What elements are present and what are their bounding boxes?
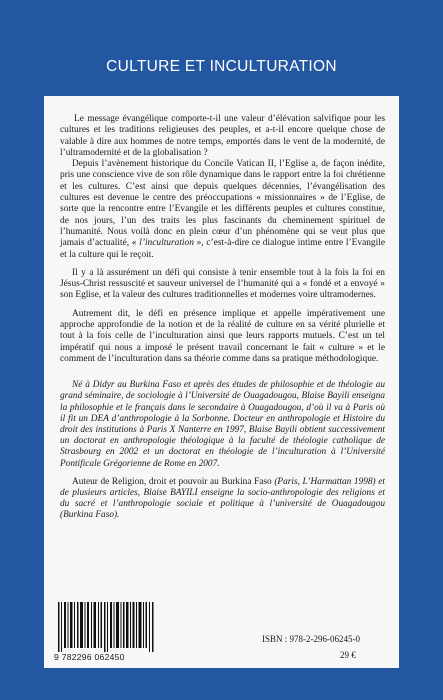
barcode (54, 602, 214, 660)
author-biography: Né à Didyr au Burkina Faso et après des études de philosophie et de théologie au grand séminaire, de sociologie à l’Université de Ouagadougou, Blaise Bayili enseigna la philosophie et le français dans le secondaire à Ouagadougou, d’où il va à Paris où il fit un DEA d’anthropologie à la Sorbonne. Docteur en anthropologie et Histoire du droit des institutions à Paris X Nanterre en 1997, Blaise Bayili obtient successivement un doctorat en anthropologie théologique à la faculté de théologie catholique de Strasbourg en 2002 et un doctorat en théologie de l’inculturation à l’Université Pontificale Grégorienne de Rome en 2007. (60, 380, 385, 469)
barcode-number: 9 782296 062450 (54, 652, 125, 662)
author-book-title: Religion, droit et pouvoir au Burkina Faso (111, 476, 272, 487)
inculturation-term: l’inculturation (139, 238, 194, 249)
author-works-intro: Auteur de (72, 476, 112, 487)
paragraph-vatican-end: », c’est-à-dire ce dialogue intime entre l’Evangile et la culture qui le reçoit. (60, 238, 385, 260)
author-works-rest: (Paris, L’Harmattan 1998) et de plusieurs articles, Blaise BAYILI enseigne la socio-anthropologie des religions et du sacré et l’anthropologie sociale et politique à l’université de Ouagadougou (Burkina Faso). (60, 476, 385, 521)
author-works (60, 477, 385, 522)
paragraph-question: Le message évangélique comporte-t-il une valeur d’élévation salvifique pour les cultures et les traditions religieuses des peuples, et a-t-il encore quelque chose de valable à dire aux hommes de notre temps, emportés dans le vent de la modernité, de l’ultramodernité et de la globalisation ? (60, 114, 385, 158)
price: 29 € (340, 650, 356, 660)
paragraph-vatican-text: Depuis l’avènement historique du Concile Vatican II, l’Eglise a, de façon inédite, pris une conscience vive de son rôle dynamique dans le rapport entre la foi chrétienne et les cultures. C’est ainsi que depuis quelques décennies, l’évangélisation des cultures est devenue le centre des préoccupations « missionnaires » de l’Eglise, de sorte que la rencontre entre l’Evangile et les différents peuples et cultures constitue, de nos jours, l’un des traits les plus fascinants du cheminement spirituel de l’humanité. Nous voilà donc en plein cœur d’un phénomène qui se veut plus que jamais d’actualité, « (60, 159, 385, 249)
text-panel (44, 96, 399, 668)
paragraph-challenge: Il y a là assurément un défi qui consiste à tenir ensemble tout à la fois la foi en Jésus-Christ ressuscité et sauveur universel de l’humanité qui a « fondé et a envoyé » son Eglise, et la valeur des cultures traditionnelles et modernes voire ultramodernes. (60, 267, 385, 301)
cover-title: CULTURE ET INCULTURATION (106, 58, 337, 75)
back-cover-text (60, 114, 385, 522)
paragraph-vatican (60, 159, 385, 261)
isbn: ISBN : 978-2-296-06245-0 (262, 634, 360, 644)
paragraph-approach: Autrement dit, le défi en présence implique et appelle impérativement une approche approfondie de la notion et de la réalité de culture en sa vérité plurielle et tout à la fois celle de l’inculturation ainsi que leurs rapports mutuels. C’est un tel impératif qui nous a imposé le présent travail concernant le fait « culture » et le comment de l’inculturation dans sa théorie comme dans sa pratique méthodologique. (60, 308, 385, 364)
barcode-icon (54, 602, 172, 652)
